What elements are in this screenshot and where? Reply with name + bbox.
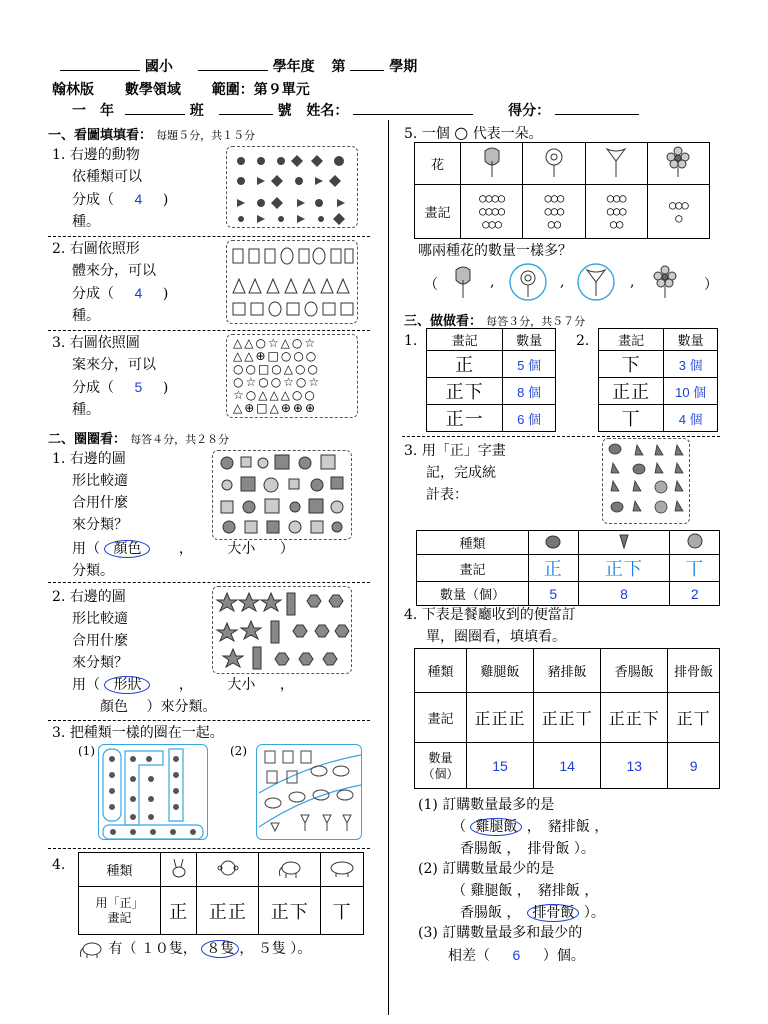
answer-circled[interactable]: 排骨飯: [527, 904, 579, 922]
q-number: 5.: [404, 126, 418, 142]
count-cell[interactable]: 15: [467, 743, 534, 789]
q-text: 右圖依照形: [69, 241, 140, 257]
t2-number: 2.: [576, 333, 590, 349]
q-text: 右邊的圖: [69, 589, 126, 605]
score-blank[interactable]: [555, 114, 639, 115]
tally-cell: 正: [427, 351, 503, 378]
term-prefix: 第: [331, 59, 346, 75]
group-picture-1[interactable]: [98, 744, 208, 840]
q-text: 來分類？: [72, 517, 128, 533]
section1-title: 一、看圖填填看：: [48, 128, 153, 143]
elephant-icon: [78, 940, 104, 958]
rabbit-icon: [161, 853, 197, 887]
class-label: 班: [189, 103, 204, 119]
o-row: ○○: [547, 217, 561, 231]
table-header: 花: [415, 143, 461, 185]
option-text[interactable]: 豬排飯: [547, 819, 590, 835]
label-line: （個）: [422, 766, 459, 781]
s2-q1-tail: 分類。: [72, 563, 114, 579]
q-number: 1.: [52, 147, 66, 163]
q-text: ）個。: [542, 948, 585, 964]
sunflower-icon: [523, 143, 585, 185]
comma: ,: [630, 274, 635, 290]
q-number: (3): [418, 925, 438, 941]
answer-circled[interactable]: 形狀: [104, 676, 150, 694]
paren: ）: [704, 277, 718, 293]
q-text: 右邊的圖: [69, 451, 126, 467]
paren: ): [162, 286, 169, 302]
pattern-row: ○☆○○☆○☆: [233, 375, 322, 389]
section3-note: 每答３分，共５７分: [486, 315, 586, 328]
tally-cell[interactable]: 丅: [670, 555, 720, 582]
count-cell[interactable]: 8: [578, 582, 670, 606]
gray-shapes-icon: [213, 451, 353, 541]
q-text: 相差（: [448, 948, 490, 964]
table-header: 畫記: [427, 329, 503, 351]
lily-icon[interactable]: [576, 262, 616, 302]
label-line: 數量: [428, 750, 453, 765]
solids-picture: [226, 240, 358, 324]
divider: [48, 848, 370, 849]
o-row: ○○○: [606, 204, 626, 218]
tally-cell: 正正正: [467, 693, 534, 743]
monkey-icon: [197, 853, 259, 887]
o-row: ○○○: [544, 204, 564, 218]
divider: [48, 330, 370, 331]
o-row: ○○: [609, 217, 623, 231]
count-cell[interactable]: 9: [668, 743, 720, 789]
q-text: 分成（: [72, 380, 114, 396]
circle-count-cell: [523, 185, 585, 239]
count-cell[interactable]: 5: [529, 582, 579, 606]
divider: [48, 720, 370, 721]
o-row: ○○○: [482, 217, 501, 231]
animal-picture: [226, 146, 358, 228]
tally-cell: 正正: [197, 887, 259, 935]
table-header: 種類: [417, 531, 529, 555]
q-text: 訂購數量最多和最少的: [442, 925, 583, 941]
tally-cell[interactable]: 正下: [578, 555, 670, 582]
circle-count-cell: [461, 185, 523, 239]
q-text: 種。: [72, 402, 100, 418]
number-label: 號: [277, 103, 292, 119]
flower-table: [414, 142, 710, 239]
q-text: 形比較適: [72, 473, 128, 489]
paren: ）。: [583, 905, 605, 921]
option-text[interactable]: １０隻: [140, 941, 183, 957]
section3-title: 三、做做看：: [404, 314, 483, 329]
school-suffix: 國小: [144, 59, 173, 75]
table-header: 畫記: [415, 693, 467, 743]
tally-cell: 正一: [427, 405, 503, 432]
q-text: 分成（: [72, 192, 114, 208]
q-text: 一個: [421, 126, 450, 142]
tulip-icon: [461, 143, 523, 185]
option-text[interactable]: 顏色: [100, 699, 128, 715]
q-number: 2.: [52, 589, 66, 605]
column-header: 豬排飯: [534, 649, 601, 693]
s2-q1: [52, 448, 222, 536]
count-cell[interactable]: 8 個: [503, 378, 556, 405]
section3-title-row: [404, 310, 585, 329]
header-line2: [52, 79, 310, 99]
color-shapes-picture: [212, 450, 352, 540]
section2-title: 二、圈圈看：: [48, 432, 127, 447]
option-text[interactable]: 香腸飯: [460, 905, 502, 921]
q-text: 體來分，可以: [72, 263, 156, 279]
o-row: ○: [675, 210, 682, 225]
option-text[interactable]: 排骨飯: [527, 841, 570, 857]
q-text: ，: [178, 541, 193, 557]
option-text[interactable]: 大小: [227, 677, 256, 693]
s1-q1: [52, 144, 222, 233]
q-text: 種。: [72, 308, 100, 324]
count-cell[interactable]: 10 個: [664, 378, 718, 405]
header-line3: [72, 100, 639, 120]
paren: ): [162, 192, 169, 208]
s2-q3: [52, 722, 372, 744]
o-row: ○○○○: [479, 191, 505, 205]
q-text: 訂購數量最少的是: [442, 861, 555, 877]
count-cell[interactable]: 6 個: [503, 405, 556, 432]
option-text[interactable]: 豬排飯: [537, 883, 580, 899]
section1-title-row: [48, 124, 255, 143]
lunchbox-table: [414, 648, 720, 789]
circle-count-cell: [585, 185, 647, 239]
label-line: 用「正」: [95, 895, 144, 910]
s2-q2-answer-row: [72, 674, 372, 696]
s3-q3: [404, 440, 604, 506]
table-header: 種類: [79, 853, 161, 887]
tally-cell: 正下: [259, 887, 321, 935]
paren: ）。: [573, 841, 595, 857]
q-number: 3.: [52, 335, 66, 351]
pattern-row: △△⊕□○○○: [233, 349, 319, 363]
carrot-icon: [578, 531, 670, 555]
tally-table-1: [426, 328, 556, 432]
count-cell[interactable]: 5 個: [503, 351, 556, 378]
s2-q4-number: 4.: [52, 857, 66, 873]
scope: 範圍：第９單元: [211, 82, 310, 98]
lily-icon: [585, 143, 647, 185]
o-row: ○○○: [669, 197, 688, 212]
pattern-row: △△○☆△○☆: [233, 336, 318, 350]
hippo-icon: [321, 853, 364, 887]
s2-q1-answer-row: [72, 538, 372, 560]
sunflower-icon[interactable]: [508, 262, 548, 302]
table-header: [415, 743, 467, 789]
grade: 一 年: [72, 103, 114, 119]
pattern-row: ☆○△△△○○: [233, 388, 317, 402]
q-text: 來分類？: [72, 655, 128, 671]
q-text: 訂購數量最多的是: [442, 797, 555, 813]
count-cell[interactable]: 2: [670, 582, 720, 606]
q-text: ，: [279, 677, 294, 693]
comma: ,: [560, 274, 565, 290]
sub1: (1) 訂購數量最多的是 （ 雞腿飯 ， 豬排飯 ， 香腸飯 ， 排骨飯 ）。: [418, 797, 609, 857]
q-text: 下表是餐廳收到的便當訂: [421, 607, 576, 623]
tally-cell: 正下: [427, 378, 503, 405]
daisy-icon[interactable]: [650, 264, 680, 300]
q-text: 合用什麼: [72, 633, 128, 649]
elephant-icon: [259, 853, 321, 887]
count-cell[interactable]: 3 個: [664, 351, 718, 378]
q3-label-1: (1): [78, 744, 95, 758]
s1-q3: [52, 332, 222, 421]
s5-question: 哪兩種花的數量一樣多？: [418, 243, 572, 259]
tally-cell: 正正下: [601, 693, 668, 743]
year-suffix: 學年度: [272, 59, 315, 75]
solid-shapes-icon: [227, 241, 359, 325]
answer-field[interactable]: 5: [134, 379, 143, 395]
q-text: 用「正」字畫: [421, 443, 506, 459]
q-text: 依種類可以: [72, 169, 142, 185]
paren: （: [424, 277, 438, 293]
s5-choices: [424, 262, 724, 306]
table-header: 數量: [664, 329, 718, 351]
name-label: 姓名：: [306, 103, 349, 119]
eggplant-icon: [529, 531, 579, 555]
section2-note: 每答４分，共２８分: [130, 433, 230, 446]
s1-q2: [52, 238, 222, 327]
animal-faces-icon: [99, 745, 209, 841]
divider: [48, 236, 370, 237]
q-text: 右圖依照圖: [69, 335, 140, 351]
q-text: ，: [178, 677, 193, 693]
section2-title-row: [48, 428, 229, 447]
answer-circled[interactable]: 顏色: [104, 540, 150, 558]
label-line: 畫記: [107, 910, 132, 925]
circle-icon: ○: [454, 123, 469, 142]
vegetables-icon: [603, 439, 691, 525]
tally-cell: 正正丅: [534, 693, 601, 743]
school-blank[interactable]: [60, 70, 140, 71]
tally-cell: 正: [161, 887, 197, 935]
count-cell[interactable]: 13: [601, 743, 668, 789]
answer-field[interactable]: 4: [134, 285, 143, 301]
name-blank[interactable]: [353, 114, 473, 115]
t1-number: 1.: [404, 333, 418, 349]
insects-icon: [227, 147, 359, 229]
q-text: 種。: [72, 214, 100, 230]
option-text[interactable]: ５隻: [257, 941, 286, 957]
column-header: 香腸飯: [601, 649, 668, 693]
comma: ,: [490, 274, 495, 290]
tally-cell: 正正: [599, 378, 664, 405]
table-header: 畫記: [599, 329, 664, 351]
answer-circled[interactable]: ８隻: [201, 940, 239, 958]
tally-cell[interactable]: 正: [529, 555, 579, 582]
score-label: 得分：: [508, 103, 551, 119]
q-text: 計表：: [426, 487, 468, 503]
count-cell[interactable]: 14: [534, 743, 601, 789]
divider: [402, 436, 720, 437]
q-text: 用（: [72, 541, 100, 557]
table-header: 種類: [415, 649, 467, 693]
pattern-row: △⊕□△⊕⊕⊕: [233, 401, 318, 415]
header: [0, 0, 768, 120]
q-text: 合用什麼: [72, 495, 128, 511]
column-header: 排骨飯: [668, 649, 720, 693]
star-hexagon-rect-icon: [213, 587, 353, 675]
q-number: 2.: [52, 241, 66, 257]
number-blank[interactable]: [219, 114, 273, 115]
q-text: 記，完成統: [426, 465, 496, 481]
tulip-icon[interactable]: [448, 264, 478, 300]
o-row: ○○○○: [479, 204, 505, 218]
sub2: (2) 訂購數量最少的是 （ 雞腿飯 ， 豬排飯 ， 香腸飯 ， 排骨飯 ）。: [418, 861, 605, 921]
q-text: 形比較適: [72, 611, 128, 627]
subject: 數學領域: [124, 82, 181, 98]
term-suffix: 學期: [389, 59, 418, 75]
q-text: 案來分，可以: [72, 357, 156, 373]
s2-q2-tail: [100, 696, 216, 718]
column-header: 雞腿飯: [467, 649, 534, 693]
q-text: 用（: [72, 677, 100, 693]
group-picture-2[interactable]: [256, 744, 362, 840]
q-text: 右邊的動物: [69, 147, 140, 163]
term-blank[interactable]: [350, 70, 384, 71]
tally-cell: 丅: [599, 405, 664, 432]
q-text: 把種類一樣的圈在一起。: [69, 725, 224, 741]
tally-cell: 正丅: [668, 693, 720, 743]
count-cell[interactable]: 4 個: [664, 405, 718, 432]
divider: [48, 582, 370, 583]
q-text: 單，圈圈看，填填看。: [426, 629, 566, 645]
option-text[interactable]: 香腸飯: [460, 841, 502, 857]
pattern-row: ○○□○△○○: [233, 362, 320, 376]
header-line1: [60, 56, 417, 76]
q-number: 3.: [52, 725, 66, 741]
option-text[interactable]: 雞腿飯: [470, 883, 513, 899]
table-header: 畫記: [415, 185, 461, 239]
tally-cell: 丅: [321, 887, 364, 935]
sub3: [418, 922, 738, 967]
s2-q2: [52, 586, 222, 674]
publisher: 翰林版: [52, 82, 94, 98]
option-text[interactable]: 大小: [227, 541, 256, 557]
daisy-icon: [647, 143, 709, 185]
q-text: 有（: [108, 941, 137, 957]
circle-count-cell: [647, 185, 709, 239]
class-blank[interactable]: [125, 114, 185, 115]
paren: ): [162, 380, 169, 396]
s3-q4: [404, 604, 724, 648]
cabbage-icon: [670, 531, 720, 555]
vegetables-picture: [602, 438, 690, 524]
answer-field[interactable]: 4: [134, 191, 143, 207]
paren: ）: [279, 541, 294, 557]
table-header: 數量: [503, 329, 556, 351]
table-header: 數量（個）: [417, 582, 529, 606]
tally-cell: 下: [599, 351, 664, 378]
table-header: 畫記: [417, 555, 529, 582]
q3-label-2: (2): [230, 744, 247, 758]
s2-q4-sentence: 有（ １０隻， ８隻 ， ５隻 ）。: [78, 938, 378, 960]
q-text: 分成（: [72, 286, 114, 302]
o-row: ○○○: [544, 191, 564, 205]
q-number: (2): [418, 861, 438, 877]
q-text: ）來分類。: [146, 699, 217, 715]
o-row: ○○○: [606, 191, 626, 205]
q-number: (1): [418, 797, 438, 813]
patterns-picture: [226, 334, 358, 418]
q-text: 代表一朵。: [472, 126, 543, 142]
section1-note: 每題５分，共１５分: [156, 129, 256, 142]
q-text: ）。: [290, 941, 312, 957]
animal-tally-table: [78, 852, 364, 935]
answer-field[interactable]: 6: [512, 947, 521, 963]
q-number: 4.: [404, 607, 418, 623]
tally-table-2: [598, 328, 718, 432]
table-header: [79, 887, 161, 935]
vegetable-stat-table: [416, 530, 720, 606]
column-divider: [388, 120, 389, 1015]
q-number: 1.: [52, 451, 66, 467]
cups-glasses-icon: [257, 745, 363, 841]
year-blank[interactable]: [198, 70, 268, 71]
q-number: 3.: [404, 443, 418, 459]
answer-circled[interactable]: 雞腿飯: [470, 818, 522, 836]
shape-kinds-picture: [212, 586, 352, 674]
